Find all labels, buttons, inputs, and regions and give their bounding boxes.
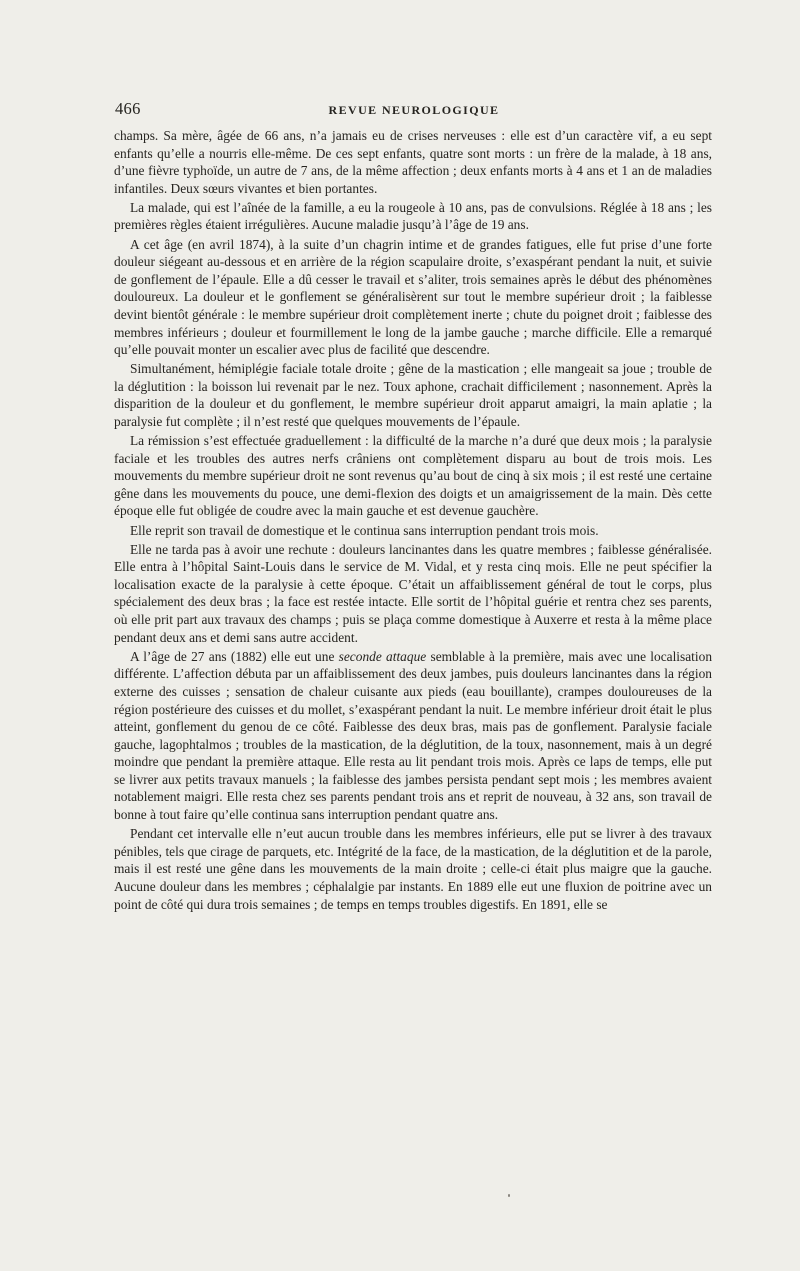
paragraph-facial-hemiplegia: Simultanément, hémiplégie faciale totale droite ; gêne de la mastication ; elle mangeait sa joue ; trouble de la déglutition : la boisson lui revenait par le nez. Toux aphone, crachait difficilement ; nasonnement. Après la disparition de la douleur et du gonflement, le membre supérieur droit apparut amaigri, la main aplatie ; la paralysie fut complète ; il n’est resté que quelques mouvements de l’épaule. <box>114 361 712 429</box>
article-body <box>114 127 712 915</box>
paragraph-interval: Pendant cet intervalle elle n’eut aucun trouble dans les membres inférieurs, elle put se livrer à des travaux pénibles, tels que cirage de parquets, etc. Intégrité de la face, de la mastication, de la déglutition et de la parole, mais il est resté une gêne dans les mouvements de la main droite ; celle-ci était plus maigre que la gauche. Aucune douleur dans les membres ; céphalalgie par instants. En 1889 elle eut une fluxion de poitrine avec un point de côté qui dura trois semaines ; de temps en temps troubles digestifs. En 1891, elle se <box>114 826 712 912</box>
paragraph-first-attack: A cet âge (en avril 1874), à la suite d’un chagrin intime et de grandes fatigues, elle fut prise d’une forte douleur siégeant au-dessous et en arrière de la région scapulaire droite, s’exaspérant pendant la nuit, et suivie de gonflement de l’épaule. Elle a dû cesser le travail et s’aliter, trois semaines après le début des phénomènes douloureux. La douleur et le gonflement se généralisèrent sur tout le membre supérieur droit ; la faiblesse devint bientôt générale : le membre supérieur droit complètement inerte ; chute du poignet droit ; faiblesse des membres inférieurs ; douleur et fourmillement le long de la jambe gauche ; marche difficile. Elle a remarqué qu’elle pouvait monter un escalier avec plus de facilité que descendre. <box>114 236 712 358</box>
paragraph-return-to-work: Elle reprit son travail de domestique et le continua sans interruption pendant trois mois. <box>130 522 599 538</box>
second-attack-lead: A l’âge de 27 ans (1882) elle eut une <box>130 648 339 664</box>
journal-title: REVUE NEUROLOGIQUE <box>328 103 500 117</box>
running-header <box>112 99 716 123</box>
page-number: 466 <box>115 99 141 118</box>
paragraph-relapse: Elle ne tarda pas à avoir une rechute : douleurs lancinantes dans les quatre membres ; faiblesse généralisée. Elle entra à l’hôpital Saint-Louis dans le service de M. Vidal, et y resta cinq mois. Elle ne peut spécifier la localisation exacte de la paralysie à cette époque. C’était un affaiblissement général de tout le corps, plus spécialement des deux bras ; la face est restée intacte. Elle sortit de l’hôpital guérie et rentra chez ses parents, où elle prit part aux travaux des champs ; puis se plaça comme domestique à Auxerre et resta à la même place pendant deux ans et demi sans autre accident. <box>114 541 712 645</box>
paragraph-family-history: champs. Sa mère, âgée de 66 ans, n’a jamais eu de crises nerveuses : elle est d’un caractère vif, a eu sept enfants qu’elle a nourris elle-même. De ces sept enfants, quatre sont morts : un frère de la malade, à 18 ans, d’une fièvre typhoïde, un autre de 7 ans, de la même affection ; deux enfants morts à 4 ans et 1 an de maladies infantiles. Deux sœurs vivantes et bien portantes. <box>114 128 712 196</box>
second-attack-emphasis: seconde attaque <box>338 648 427 664</box>
paragraph-childhood: La malade, qui est l’aînée de la famille, a eu la rougeole à 10 ans, pas de convulsions. Réglée à 18 ans ; les premières règles étaient irrégulières. Aucune maladie jusqu’à l’âge de 19 ans. <box>114 199 712 233</box>
paper-speck <box>508 1194 510 1197</box>
second-attack-rest: semblable à la première, mais avec une localisation différente. L’affection débuta par un affaiblissement des deux jambes, puis douleurs lancinantes dans la région externe des cuisses ; sensation de chaleur cuisante aux pieds (eau bouillante), crampes douloureuses de la région postérieure des cuisses et du mollet, s’exaspérant pendant la nuit. Le membre inférieur droit était le plus atteint, gonflement du genou de ce côté. Faiblesse des deux bras, mais pas de gonflement. Paralysie faciale gauche, lagophtalmos ; troubles de la mastication, de la déglutition, de la toux, nasonnement, mais à un degré moindre que pendant la première attaque. Elle resta au lit pendant trois mois. Après ce laps de temps, elle put se livrer aux petits travaux manuels ; la faiblesse des jambes persista pendant sept mois ; les membres avaient notablement maigri. Elle resta chez ses parents pendant trois ans et reprit de nouveau, à 32 ans, son travail de bonne à tout faire qu’elle continua sans interruption pendant quatre ans. <box>114 648 713 823</box>
paragraph-second-attack <box>114 648 712 824</box>
paragraph-remission: La rémission s’est effectuée graduellement : la difficulté de la marche n’a duré que deux mois ; la paralysie faciale et les troubles des autres nerfs crâniens ont complètement disparu au bout de trois mois. Les mouvements du membre supérieur droit ne sont revenus qu’au bout de cinq à six mois ; il est resté une certaine gêne dans les mouvements du pouce, une demi-flexion des doigts et un amaigrissement de la main. Dès cette époque elle fut obligée de coudre avec la main gauche et est devenue gauchère. <box>114 433 712 519</box>
